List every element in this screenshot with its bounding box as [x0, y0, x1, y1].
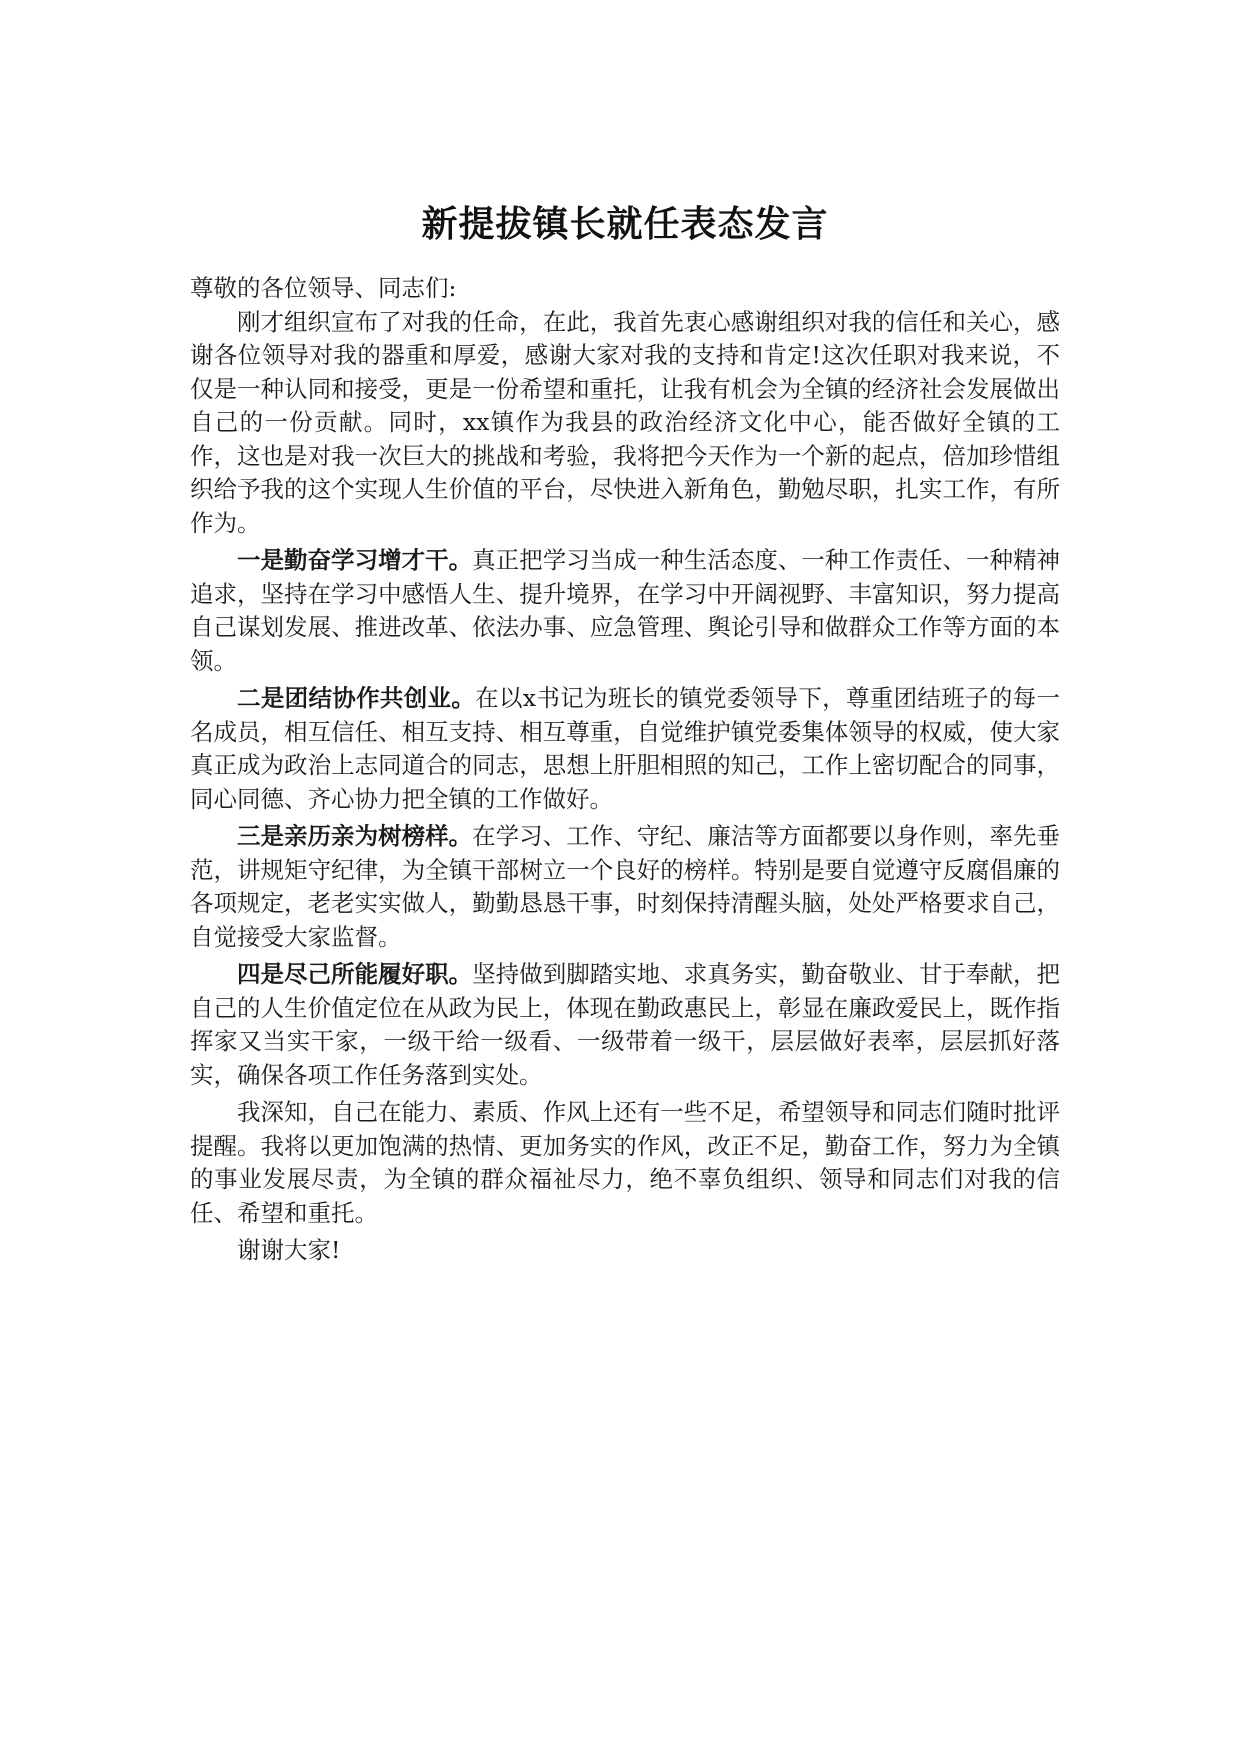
- point-four-text: 坚持做到脚踏实地、求真务实，勤奋敬业、甘于奉献，把自己的人生价值定位在从政为民上，体现在勤政惠民上，彰显在廉政爱民上，既作指挥家又当实干家，一级干给一级看、一级带着一级干，层层做好表率，层层抓好落实，确保各项工作任务落到实处。: [190, 960, 1061, 1089]
- point-three-heading: 三是亲历亲为树榜样。: [237, 822, 473, 850]
- point-four-heading: 四是尽己所能履好职。: [237, 960, 473, 988]
- point-two-heading: 二是团结协作共创业。: [237, 684, 476, 712]
- conclusion-paragraph: 我深知，自己在能力、素质、作风上还有一些不足，希望领导和同志们随时批评提醒。我将以更加饱满的热情、更加务实的作风，改正不足，勤奋工作，努力为全镇的事业发展尽责，为全镇的群众福祉尽力，绝不辜负组织、领导和同志们对我的信任、希望和重托。: [190, 1098, 1060, 1227]
- point-three-paragraph: [190, 820, 1060, 954]
- point-one-text: 真正把学习当成一种生活态度、一种工作责任、一种精神追求，坚持在学习中感悟人生、提升境界，在学习中开阔视野、丰富知识，努力提高自己谋划发展、推进改革、依法办事、应急管理、舆论引导和做群众工作等方面的本领。: [190, 546, 1061, 675]
- point-two-text: 在以x书记为班长的镇党委领导下，尊重团结班子的每一名成员，相互信任、相互支持、相互尊重，自觉维护镇党委集体领导的权威，使大家真正成为政治上志同道合的同志，思想上肝胆相照的知己，工作上密切配合的同事，同心同德、齐心协力把全镇的工作做好。: [190, 684, 1061, 813]
- intro-paragraph: 刚才组织宣布了对我的任命，在此，我首先衷心感谢组织对我的信任和关心，感谢各位领导对我的器重和厚爱，感谢大家对我的支持和肯定!这次任职对我来说，不仅是一种认同和接受，更是一份希望和重托，让我有机会为全镇的经济社会发展做出自己的一份贡献。同时，xx镇作为我县的政治经济文化中心，能否做好全镇的工作，这也是对我一次巨大的挑战和考验，我将把今天作为一个新的起点，倍加珍惜组织给予我的这个实现人生价值的平台，尽快进入新角色，勤勉尽职，扎实工作，有所作为。: [190, 307, 1060, 537]
- document-title: 新提拔镇长就任表态发言: [421, 204, 829, 245]
- document-page: [190, 200, 1060, 1272]
- salutation: 尊敬的各位领导、同志们:: [190, 274, 457, 302]
- closing-line: 谢谢大家!: [237, 1236, 341, 1264]
- point-four-paragraph: [190, 958, 1060, 1092]
- point-two-paragraph: [190, 682, 1060, 816]
- point-one-paragraph: [190, 544, 1060, 678]
- point-one-heading: 一是勤奋学习增才干。: [237, 546, 473, 574]
- point-three-text: 在学习、工作、守纪、廉洁等方面都要以身作则，率先垂范，讲规矩守纪律，为全镇干部树立一个良好的榜样。特别是要自觉遵守反腐倡廉的各项规定，老老实实做人，勤勤恳恳干事，时刻保持清醒头脑，处处严格要求自己，自觉接受大家监督。: [190, 822, 1061, 951]
